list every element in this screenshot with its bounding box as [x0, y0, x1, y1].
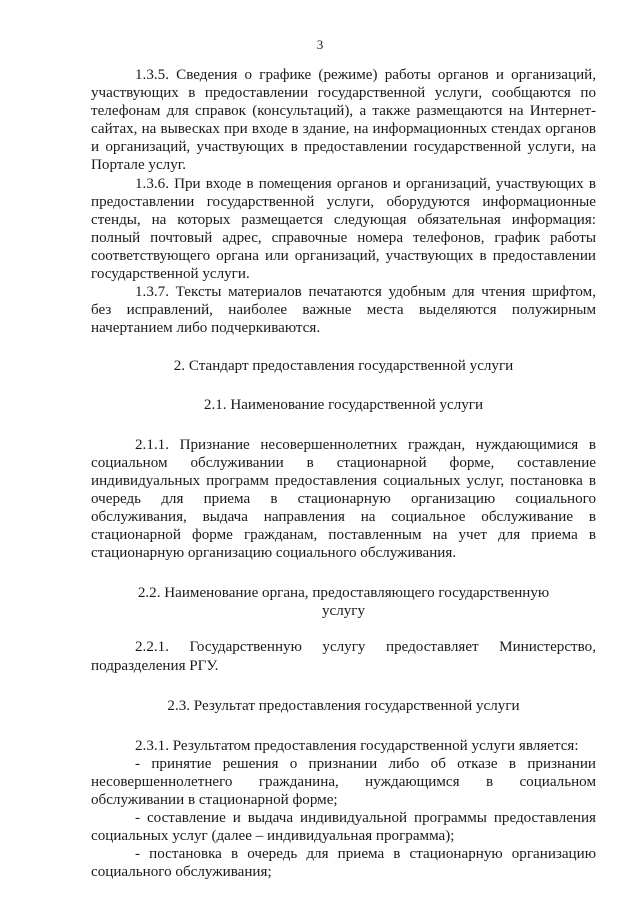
result-item: - постановка в очередь для приема в стационарную организацию социального обслуживания;	[91, 846, 596, 881]
section-2-2-heading-line-1: 2.2. Наименование органа, предоставляющего государственную	[137, 585, 550, 602]
document-body	[91, 66, 596, 881]
paragraph-1-3-6: 1.3.6. При входе в помещения органов и организаций, участвующих в предоставлении государственной услуги, оборудуются информационные стенды, на которых размещается следующая обязательная информация: полный почтовый адрес, справочные номера телефонов, график работы соответствующего органа или организаций, участвующих в предоставлении государственной услуги.	[91, 175, 596, 283]
section-2-2-heading-line-2: услугу	[321, 603, 366, 620]
section-2-1-heading: 2.1. Наименование государственной услуги	[203, 396, 484, 413]
paragraph-2-3-1: 2.3.1. Результатом предоставления государственной услуги является:	[135, 737, 579, 754]
page-number: 3	[316, 37, 324, 52]
paragraph-1-3-7: 1.3.7. Тексты материалов печатаются удобным для чтения шрифтом, без исправлений, наиболее важные места выделяются полужирным начертанием либо подчеркиваются.	[91, 284, 596, 337]
paragraph-2-2-1: 2.2.1. Государственную услугу предоставляет Министерство, подразделения РГУ.	[91, 639, 596, 674]
result-item: - составление и выдача индивидуальной программы предоставления социальных услуг (далее – индивидуальная программа);	[91, 810, 596, 845]
paragraph-2-1-1: 2.1.1. Признание несовершеннолетних граждан, нуждающимися в социальном обслуживании в стационарной форме, составление индивидуальных программ предоставления социальных услуг, постановка в очередь для приема в стационарную организацию социального обслуживания, выдача направления на социальное обслуживание в стационарной форме гражданам, поставленным на учет для приема в стационарную организацию социального обслуживания.	[91, 436, 596, 562]
paragraph-1-3-5: 1.3.5. Сведения о графике (режиме) работы органов и организаций, участвующих в предоставлении государственной услуги, сообщаются по телефонам для справок (консультаций), а также размещаются на Интернет-сайтах, на вывесках при входе в здание, на информационных стендах органов и организаций, участвующих в предоставлении государственной услуги, на Портале услуг.	[91, 67, 596, 174]
result-item: - принятие решения о признании либо об отказе в признании несовершеннолетнего гражданина, нуждающимся в социальном обслуживании в стационарной форме;	[91, 755, 596, 808]
section-2-heading: 2. Стандарт предоставления государственной услуги	[173, 358, 514, 375]
section-2-3-heading: 2.3. Результат предоставления государственной услуги	[167, 697, 520, 714]
